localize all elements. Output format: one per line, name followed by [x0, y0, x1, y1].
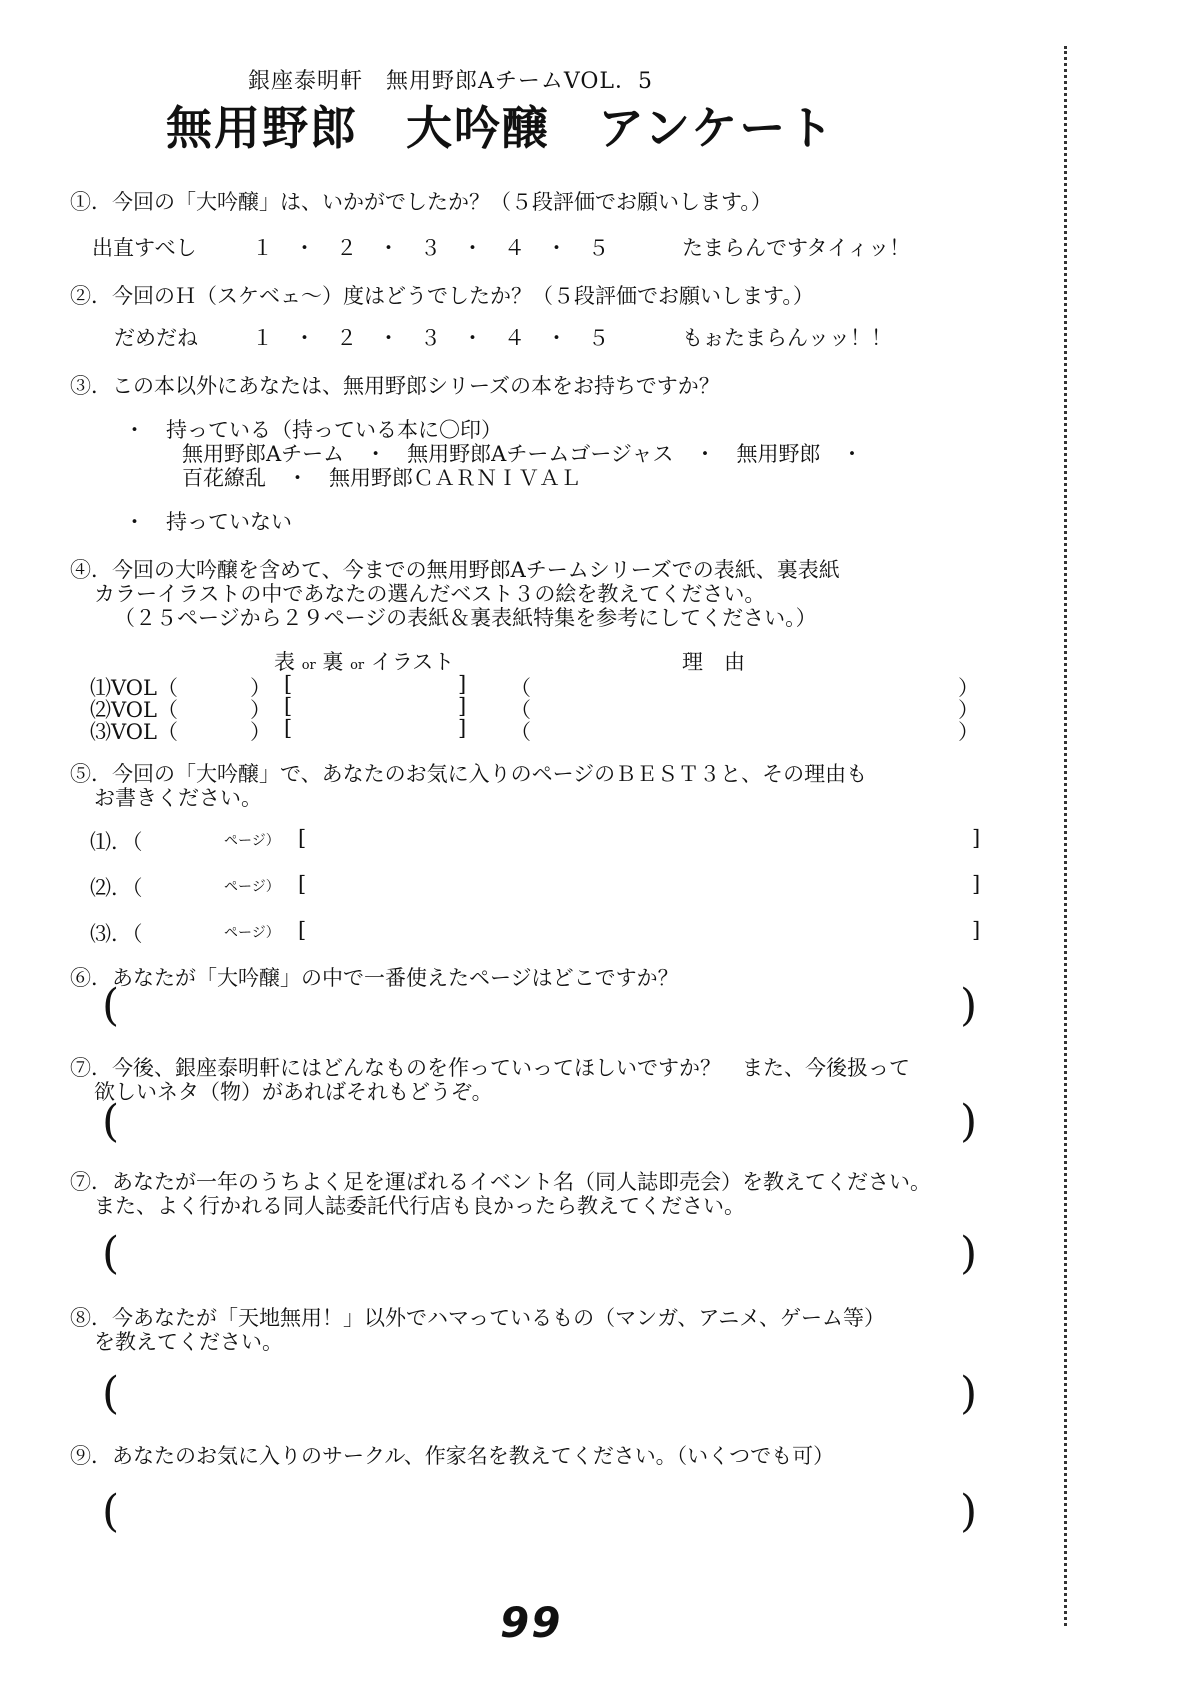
q4-col-front: 表	[274, 650, 295, 674]
q4-row-2-reason-close: ）	[958, 698, 979, 722]
q3-book-list-1: 無用野郎Aチーム ・ 無用野郎Aチームゴージャス ・ 無用野郎 ・	[182, 442, 863, 466]
question-4-line-1: ④．今回の大吟醸を含めて、今までの無用野郎Aチームシリーズでの表紙、裏表紙	[70, 558, 840, 582]
q6-answer-open[interactable]: (	[102, 980, 120, 1031]
q4-row-3-type-close: ]	[458, 716, 467, 740]
question-8-line-2: を教えてください。	[94, 1330, 283, 1354]
q4-row-2-reason-open[interactable]: （	[510, 698, 531, 722]
q1-high-label: たまらんですタイィッ！	[682, 236, 911, 260]
question-6: ⑥．あなたが「大吟醸」の中で一番使えたページはどこですか？	[70, 966, 679, 990]
q8-answer-open[interactable]: (	[102, 1368, 120, 1419]
q5-row-1-close: ]	[972, 826, 981, 850]
q9-answer-open[interactable]: (	[102, 1486, 120, 1537]
q4-col-or: or	[350, 658, 365, 673]
question-2: ②．今回のＨ（スケベェ～）度はどうでしたか？（５段評価でお願いします。）	[70, 284, 814, 308]
q5-row-3-label: ⑶．（	[90, 922, 143, 946]
q6-answer-close: )	[960, 980, 978, 1031]
q5-row-3-page-label: ページ）	[224, 925, 280, 941]
q7-answer-open[interactable]: (	[102, 1096, 120, 1147]
q5-row-1-page-label: ページ）	[224, 833, 280, 849]
question-1: ①．今回の「大吟醸」は、いかがでしたか？（５段評価でお願いします。）	[70, 190, 772, 214]
survey-subtitle: 銀座泰明軒 無用野郎AチームVOL．5	[248, 69, 654, 94]
q1-rating-scale[interactable]: １ ・ ２ ・ ３ ・ ４ ・ ５	[252, 236, 609, 260]
q4-row-2-type-open[interactable]: [	[284, 694, 293, 718]
q7b-answer-open[interactable]: (	[102, 1228, 120, 1279]
q9-answer-close: )	[960, 1486, 978, 1537]
q4-row-1-label: ⑴VOL（	[90, 676, 178, 700]
q5-row-2-page-label: ページ）	[224, 879, 280, 895]
question-5-line-1: ⑤．今回の「大吟醸」で、あなたのお気に入りのページのＢＥＳＴ３と、その理由も	[70, 762, 868, 786]
question-5-line-2: お書きください。	[94, 786, 262, 810]
q4-row-1-type-open[interactable]: [	[284, 672, 293, 696]
q4-row-1-reason-open[interactable]: （	[510, 676, 531, 700]
q5-row-2-close: ]	[972, 872, 981, 896]
question-4-line-3: （２５ページから２９ページの表紙＆裏表紙特集を参考にしてください。）	[114, 606, 817, 630]
q4-row-2-type-close: ]	[458, 694, 467, 718]
q4-column-cover	[274, 646, 454, 676]
q1-low-label: 出直すべし	[92, 236, 197, 260]
question-7-line-2: 欲しいネタ（物）があればそれもどうぞ。	[94, 1080, 493, 1104]
question-3: ③．この本以外にあなたは、無用野郎シリーズの本をお持ちですか？	[70, 374, 720, 398]
q5-row-3-close: ]	[972, 918, 981, 942]
q5-row-1-open[interactable]: [	[298, 826, 307, 850]
q8-answer-close: )	[960, 1368, 978, 1419]
survey-title: 無用野郎 大吟醸 アンケート	[166, 101, 836, 155]
q4-row-1-reason-close: ）	[958, 676, 979, 700]
q5-row-2-open[interactable]: [	[298, 872, 307, 896]
q5-row-2-label: ⑵．（	[90, 876, 143, 900]
q2-rating-scale[interactable]: １ ・ ２ ・ ３ ・ ４ ・ ５	[252, 326, 609, 350]
q7b-answer-close: )	[960, 1228, 978, 1279]
question-8-line-1: ⑧．今あなたが「天地無用！」以外でハマっているもの（マンガ、アニメ、ゲーム等）	[70, 1306, 886, 1330]
q4-row-1-type-close: ]	[458, 672, 467, 696]
q7-answer-close: )	[960, 1096, 978, 1147]
question-7b-line-2: また、よく行かれる同人誌委託代行店も良かったら教えてください。	[94, 1194, 745, 1218]
q4-row-3-close: ）	[250, 720, 271, 744]
q2-high-label: もぉたまらんッッ！！	[682, 326, 892, 350]
q2-low-label: だめだね	[114, 326, 198, 350]
q4-col-back: 裏	[322, 650, 344, 674]
q4-row-1-close: ）	[250, 676, 271, 700]
q5-row-3-open[interactable]: [	[298, 918, 307, 942]
q4-row-3-reason-close: ）	[958, 720, 979, 744]
q4-row-2-close: ）	[250, 698, 271, 722]
q4-row-3-type-open[interactable]: [	[284, 716, 293, 740]
question-4-line-2: カラーイラストの中であなたの選んだベスト３の絵を教えてください。	[94, 582, 766, 606]
question-7-line-1: ⑦．今後、銀座泰明軒にはどんなものを作っていってほしいですか？ また、今後扱って	[70, 1056, 910, 1080]
q4-col-or: or	[301, 658, 316, 673]
q3-option-have[interactable]: ・ 持っている（持っている本に〇印）	[124, 418, 502, 442]
q5-row-1-label: ⑴．（	[90, 830, 143, 854]
dotted-cut-line	[1064, 46, 1067, 1626]
page-number: 99	[500, 1598, 563, 1647]
q4-column-reason: 理 由	[682, 650, 745, 674]
q4-row-3-reason-open[interactable]: （	[510, 720, 531, 744]
q4-col-illust: イラスト	[370, 650, 455, 674]
question-7b-line-1: ⑦．あなたが一年のうちよく足を運ばれるイベント名（同人誌即売会）を教えてください。	[70, 1170, 931, 1194]
q3-book-list-2: 百花繚乱 ・ 無用野郎ＣＡＲＮＩＶＡＬ	[182, 466, 581, 490]
q4-row-2-label: ⑵VOL（	[90, 698, 178, 722]
q3-option-not-have[interactable]: ・ 持っていない	[124, 510, 292, 534]
question-9: ⑨．あなたのお気に入りのサークル、作家名を教えてください。（いくつでも可）	[70, 1444, 835, 1468]
q4-row-3-label: ⑶VOL（	[90, 720, 178, 744]
